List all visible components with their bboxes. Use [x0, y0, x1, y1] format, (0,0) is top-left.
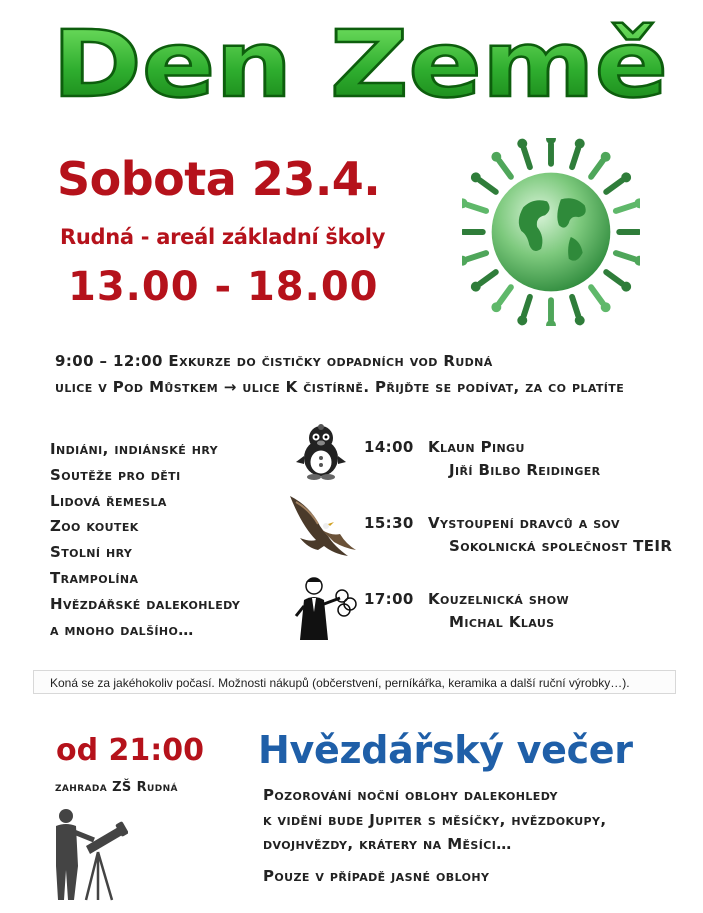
list-item: Zoo koutek — [50, 517, 139, 536]
program-entry — [364, 590, 569, 631]
event-date: Sobota 23.4. — [57, 152, 381, 206]
event-place: Rudná - areál základní školy — [60, 225, 386, 249]
evening-condition: Pouze v případě jasné oblohy — [263, 867, 490, 885]
list-item: Trampolína — [50, 568, 139, 587]
program-subtitle: Michal Klaus — [449, 613, 555, 631]
program-subtitle: Jiří Bilbo Reidinger — [449, 461, 601, 479]
evening-desc-line: Pozorování noční oblohy dalekohledy — [263, 786, 558, 804]
evening-desc-line: dvojhvězdy, krátery na Měsíci… — [263, 835, 512, 853]
program-time: 17:00 — [364, 590, 414, 608]
program-subtitle: Sokolnická společnost TEIR — [449, 537, 673, 555]
list-item: a mnoho dalšího… — [50, 620, 194, 639]
list-item: Indiáni, indiánské hry — [50, 440, 219, 458]
evening-time: od 21:00 — [56, 733, 205, 768]
program-title: Kouzelnická show — [428, 590, 570, 608]
telescope-observer-icon — [48, 806, 128, 902]
excursion-info — [55, 348, 624, 400]
activities-list — [50, 437, 240, 643]
title-text: Den Země — [52, 11, 668, 118]
program-time: 14:00 — [364, 438, 414, 456]
program-title: Vystoupení dravců a sov — [428, 514, 620, 532]
program-entry — [364, 438, 601, 479]
list-item: Soutěže pro děti — [50, 465, 181, 484]
program-entry — [364, 514, 672, 555]
list-item: Lidová řemesla — [50, 491, 167, 510]
evening-title: Hvězdářský večer — [258, 728, 633, 772]
list-item: Hvězdářské dalekohledy — [50, 594, 241, 613]
list-item: Stolní hry — [50, 543, 133, 562]
program-time: 15:30 — [364, 514, 414, 532]
event-hours: 13.00 - 18.00 — [68, 264, 379, 310]
excursion-line-2: ulice v Pod Můstkem → ulice K čistírně. Přijďte se podívat, za co platíte — [55, 378, 625, 396]
title-graphic — [40, 10, 680, 120]
weather-note: Koná se za jakéhokoliv počasí. Možnosti nákupů (občerstvení, perníkářka, keramika a další ruční výrobky…). — [33, 670, 676, 694]
program-title: Klaun Pingu — [428, 438, 525, 456]
evening-place: zahrada ZŠ Rudná — [55, 780, 178, 795]
evening-description — [263, 783, 606, 857]
poster-title — [40, 10, 680, 120]
penguin-clown-icon — [290, 420, 352, 482]
globe-people-icon — [462, 138, 640, 326]
magician-icon — [290, 574, 360, 640]
excursion-line-1: 9:00 – 12:00 Exkurze do čističky odpadních vod Rudná — [55, 352, 493, 370]
evening-desc-line: k vidění bude Jupiter s měsíčky, hvězdokupy, — [263, 810, 607, 829]
eagle-icon — [286, 490, 360, 566]
